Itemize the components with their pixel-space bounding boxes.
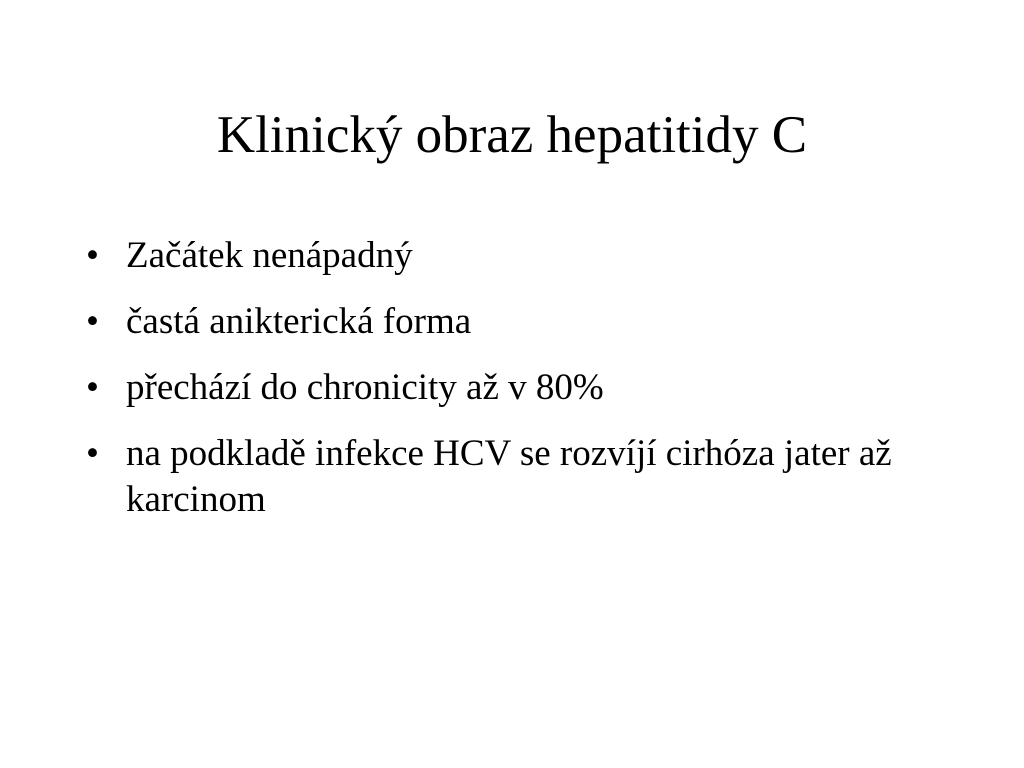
bullet-item (86, 431, 946, 523)
bullet-icon: • (86, 235, 99, 276)
bullet-item (86, 299, 946, 345)
bullet-item (86, 233, 946, 279)
bullet-text: častá anikterická forma (126, 301, 472, 342)
bullet-icon: • (86, 433, 99, 474)
bullet-text: na podkladě infekce HCV se rozvíjí cirhóza jater až karcinom (126, 433, 892, 520)
bullet-icon: • (86, 367, 99, 408)
bullet-text: Začátek nenápadný (126, 235, 413, 276)
slide-title: Klinický obraz hepatitidy C (216, 106, 808, 164)
bullet-icon: • (86, 301, 99, 342)
bullet-item (86, 365, 946, 411)
bullet-list (86, 233, 946, 543)
bullet-text: přechází do chronicity až v 80% (126, 367, 604, 408)
